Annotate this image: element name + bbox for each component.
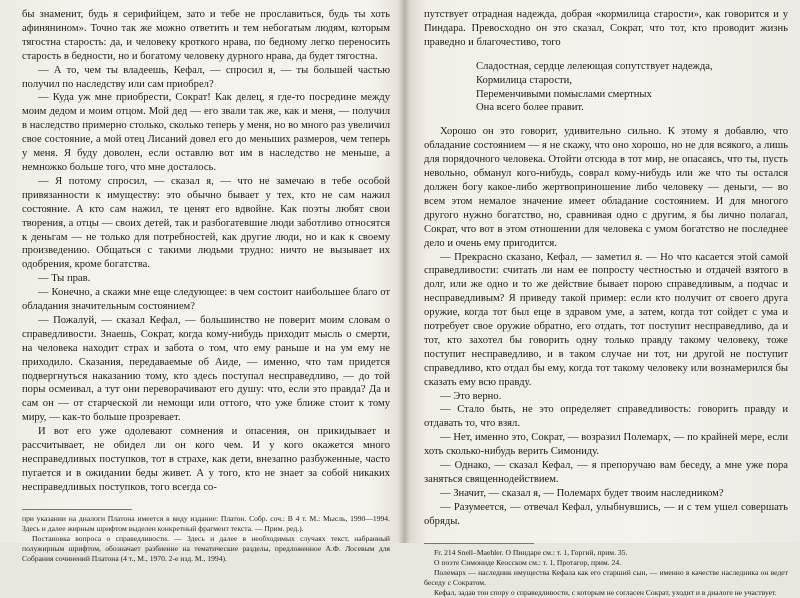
- paragraph: — А то, чем ты владеешь, Кефал, — спросил я, — ты большей частью получил по наследству или сам приобрел?: [22, 64, 390, 90]
- footnote: Постановка вопроса о справедливости. — Здесь и далее в необходимых случаях текст, набранный полужирным шрифтом, обозначает разбиение на тематические разделы, предложенное А.Ф. Лосевым для Собрания сочинений Платона (4 т., М., 1970. 2-е изд. М., 1994).: [22, 533, 390, 563]
- left-page: [0, 0, 404, 563]
- paragraph: — Разумеется, — отвечал Кефал, улыбнувшись, — и с тем ушел совершать обряды.: [424, 501, 788, 527]
- book-gutter-shadow: [398, 0, 410, 543]
- footnote-divider: [424, 543, 534, 544]
- paragraph: — Ты прав.: [38, 273, 91, 285]
- footnote: Полемарх — наследник имущества Кефала как его старший сын, — именно в качестве наследника он ведет беседу с Сократом.: [424, 567, 788, 587]
- paragraph: бы знаменит, будь я серифийцем, зато и тебе не прославиться, будь ты хоть афинянином». Точно так же можно ответить и тем небогатым людям, которым тягостна старость: да, и человеку кроткого нрава, по бедному легко переносить старость в бедности, но и богатому человеку дурного нрава, да будет тягостна.: [22, 9, 390, 62]
- paragraph: И вот его уже одолевают сомнения и опасения, он прикидывает и рассчитывает, не обидел ли он кого чем. И у кого окажется много несправедливых поступков, тот в страхе, как дети, внезапно разбуженные, часто пугается и в ожидании беды живет. А у того, кто не знает за собой никаких несправедливых поступков, того всегда со-: [22, 426, 390, 493]
- footnote: О поэте Симониде Кеосском см.: т. 1, Протагор, прим. 24.: [434, 557, 622, 567]
- footnote: Кефал, задав тон спору о справедливости, с которым не согласен Сократ, уходит и в диалоге не участвует.: [434, 587, 777, 597]
- verse-line: Переменчивыми помыслами смертных: [476, 88, 652, 100]
- left-footnotes: [22, 514, 390, 564]
- paragraph: — Я потому спросил, — сказал я, — что не замечаю в тебе особой привязанности к имуществу: это обычно бывает у тех, кто не сам нажил состояние. А кто сам нажил, те ценят его вдвойне. Как поэты любят свои творения, а отцы — своих детей, так и разбогатевшие люди заботливо относятся к деньгам — не только для потребностей, как другие люди, но и как к своему произведению. Общаться с такими людьми трудно: ничто не вызывает их одобрения, кроме богатства.: [22, 175, 390, 271]
- verse-quote: [476, 60, 788, 116]
- paragraph: — Пожалуй, — сказал Кефал, — большинство не поверит моим словам о справедливости. Знаешь, Сократ, когда кому-нибудь приходит мысль о смерти, на человека находит страх и забота о том, что ему раньше и на ум ему не приходило. Сказания, передаваемые об Аиде, — именно, что там придется подвергнуться наказанию тому, кто здесь поступал несправедливо, — до той поры осмеивал, а тут они переворачивают его душу: что, если это правда? Да и сам он — от старческой ли немощи или оттого, что уже ближе стоит к тому миру, — как-то больше прозревает.: [22, 314, 390, 424]
- right-footnotes: [424, 548, 788, 598]
- paragraph: — Однако, — сказал Кефал, — я препоручаю вам беседу, а мне уже пора заняться священнодействием.: [424, 460, 788, 485]
- paragraph: — Значит, — сказал я, — Полемарх будет твоим наследником?: [440, 487, 724, 499]
- right-body-text: [424, 8, 788, 529]
- paragraph: путствует отрадная надежда, добрая «кормилица старости», как говорится и у Пиндара. Превосходно он это сказал, Сократ, что тот, кто проводит жизнь праведно и благочестиво, того: [424, 9, 788, 48]
- verse-line: Сладостная, сердце лелеющая сопутствует надежда,: [476, 60, 713, 72]
- verse-line: Она всего более правит.: [476, 102, 584, 114]
- footnote-divider: [22, 509, 132, 510]
- footnote: Fr. 214 Snell–Maehler. О Пиндаре см.: т. 1, Горгий, прим. 35.: [434, 547, 628, 557]
- right-page: [404, 0, 800, 597]
- paragraph: — Это верно.: [440, 390, 502, 402]
- left-body-text: [22, 8, 390, 495]
- paragraph: — Конечно, а скажи мне еще следующее: в чем состоит наибольшее благо от обладания значительным состоянием?: [22, 287, 390, 313]
- verse-line: Кормилица старости,: [476, 74, 572, 86]
- paragraph: — Стало быть, не это определяет справедливость: говорить правду и отдавать то, что взял.: [424, 404, 788, 430]
- paragraph: — Куда уж мне приобрести, Сократ! Как делец, я где-то посредине между моим дедом и моим отцом. Мой дед — его звали так же, как и меня, — получил в наследство примерно столько, сколько теперь у меня, но во много раз увеличил свое состояние, а мой отец Лисаний довел его до меньших размеров, чем теперь у меня. Я буду доволен, если оставлю вот им в наследство не меньше, а немножко больше того, что мне досталось.: [22, 92, 390, 173]
- paragraph: — Прекрасно сказано, Кефал, — заметил я. — Но что касается этой самой справедливости: считать ли нам ее попросту честностью и отдачей взятого в долг, или же одно и то же действие бывает порою справедливым, а подчас и несправедливым? Я приведу такой пример: если кто получит от своего друга оружие, когда тот был еще в здравом уме, а затем, когда тот сойдет с ума и потребует свое оружие обратно, его отдать, тот поступит несправедливо, да и тот, кто захотел бы говорить одну только правду такому человеку, тоже поступит несправедливо, и в таком случае ни тот, ни другой не поступит справедливо, кто отдал бы ему, когда тот такому человеку или вознамерился бы сказать ему всю правду.: [424, 251, 788, 388]
- footnote: при указании на диалоги Платона имеется в виду издание: Платон. Собр. соч.: В 4 т. М.: Мысль, 1990—1994. Здесь и далее жирным шрифтом выделен конкретный фрагмент текста. — Прим. ред.).: [22, 513, 390, 533]
- paragraph: Хорошо он это говорит, удивительно сильно. К этому я добавлю, что обладание состоянием — я не скажу, что оно хорошо, но не для всякого, а лишь для порядочного человека. Отойти отсюда в тот мир, не опасаясь, что ты, пусть невольно, обманул кого-нибудь, соврал кому-нибудь или же что ты остался должен богу какое-либо жертвоприношение либо человеку — деньги, — во всем этом немалое значение имеет обладание состоянием. И для многого другого нужно богатство, но, сравнивая одно с другим, я бы лично полагал, Сократ, что вот в этом отношении для человека с умом богатство не последнее дело и очень ему пригодится.: [424, 126, 788, 249]
- paragraph: — Нет, именно это, Сократ, — возразил Полемарх, — по крайней мере, если хоть сколько-нибудь верить Симониду.: [424, 432, 788, 458]
